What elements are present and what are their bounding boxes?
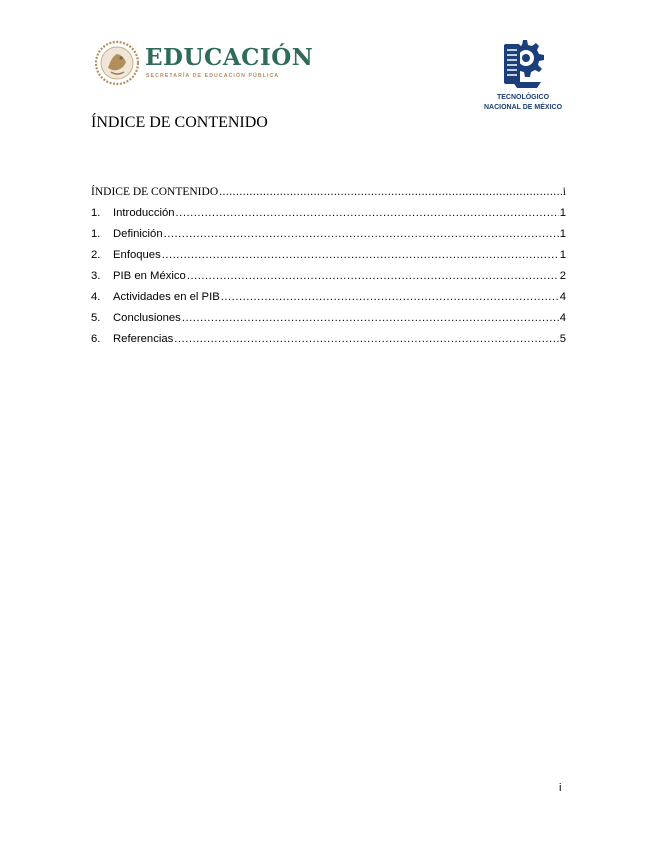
- toc-leader-dots: [164, 228, 559, 240]
- toc-entry-page: 4: [559, 312, 566, 324]
- toc-entry[interactable]: [91, 291, 566, 312]
- toc-leader-dots: [221, 291, 559, 303]
- toc-entry[interactable]: [91, 186, 566, 207]
- toc-entry-number: 6.: [91, 333, 101, 345]
- toc-leader-dots: [219, 186, 562, 198]
- toc-entry[interactable]: [91, 249, 566, 270]
- toc-entry-page: 2: [559, 270, 566, 282]
- tecnm-name-line2: NACIONAL DE MÉXICO: [483, 104, 563, 111]
- page-title: ÍNDICE DE CONTENIDO: [91, 114, 268, 131]
- toc-leader-dots: [187, 270, 559, 282]
- toc-entry-number: 1.: [91, 207, 101, 219]
- toc-entry-text: Actividades en el PIB: [113, 291, 220, 303]
- toc-entry-text: Introducción: [113, 207, 175, 219]
- toc-entry-number: 3.: [91, 270, 101, 282]
- toc-entry[interactable]: [91, 207, 566, 228]
- toc-entry[interactable]: [91, 333, 566, 354]
- toc-leader-dots: [182, 312, 559, 324]
- toc-entry-text: Referencias: [113, 333, 174, 345]
- toc-entry-number: 1.: [91, 228, 101, 240]
- sep-name: EDUCACIÓN: [145, 44, 314, 71]
- toc-entry[interactable]: [91, 228, 566, 249]
- sep-logo: [94, 40, 314, 88]
- page-number: i: [559, 782, 562, 794]
- tecnm-gear-emblem-icon: [501, 38, 545, 90]
- toc-entry-page: 1: [559, 249, 566, 261]
- table-of-contents: [91, 186, 566, 354]
- toc-entry-text: PIB en México: [113, 270, 186, 282]
- toc-entry-page: 1: [559, 228, 566, 240]
- toc-entry[interactable]: [91, 270, 566, 291]
- toc-entry[interactable]: [91, 312, 566, 333]
- toc-entry-page: i: [562, 186, 566, 198]
- toc-entry-text: Conclusiones: [113, 312, 181, 324]
- toc-entry-number: 5.: [91, 312, 101, 324]
- toc-entry-text: ÍNDICE DE CONTENIDO: [91, 186, 219, 198]
- tecnm-name-line1: TECNOLÓGICO: [496, 94, 550, 101]
- toc-leader-dots: [176, 207, 559, 219]
- toc-entry-page: 5: [559, 333, 566, 345]
- toc-entry-page: 1: [559, 207, 566, 219]
- toc-leader-dots: [174, 333, 558, 345]
- sep-subtitle: SECRETARÍA DE EDUCACIÓN PÚBLICA: [146, 73, 280, 79]
- toc-leader-dots: [162, 249, 559, 261]
- mexico-seal-icon: [94, 40, 140, 86]
- toc-entry-number: 4.: [91, 291, 101, 303]
- toc-entry-page: 4: [559, 291, 566, 303]
- tecnm-logo: [468, 38, 578, 118]
- toc-entry-number: 2.: [91, 249, 101, 261]
- toc-entry-text: Definición: [113, 228, 163, 240]
- toc-entry-text: Enfoques: [113, 249, 161, 261]
